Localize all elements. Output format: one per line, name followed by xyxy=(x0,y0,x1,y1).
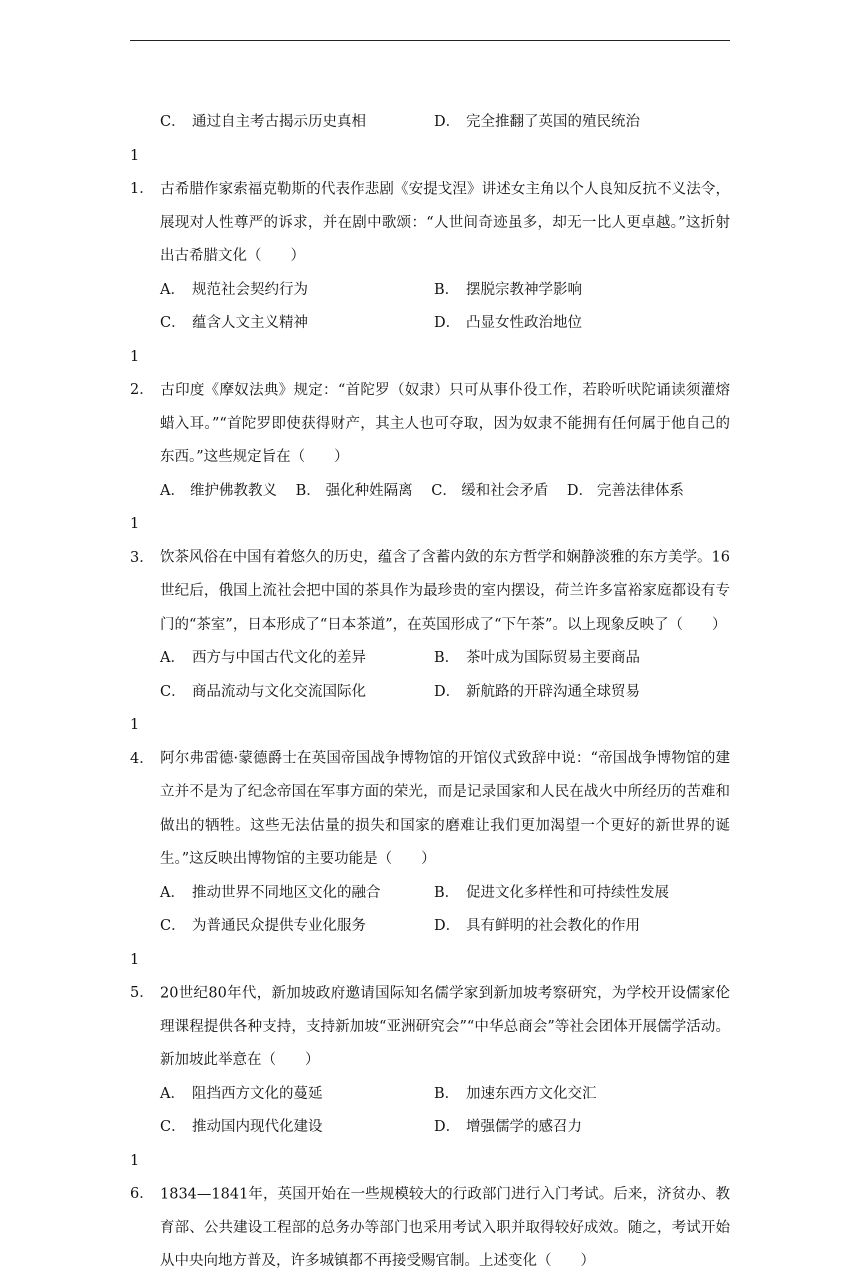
question-options xyxy=(130,877,730,944)
option-d: D． 增强儒学的感召力 xyxy=(434,1119,582,1135)
question-options xyxy=(130,642,730,709)
question-15 xyxy=(130,944,730,1145)
option-b: B． 茶叶成为国际贸易主要商品 xyxy=(434,650,640,666)
option-c: C． 缓和社会矛盾 xyxy=(431,482,549,499)
option-b: B． 促进文化多样性和可持续性发展 xyxy=(434,884,669,901)
option-a: A． 西方与中国古代文化的差异 xyxy=(160,650,366,666)
option-c: C． 商品流动与文化交流国际化 xyxy=(160,683,366,700)
option-b: B． 摆脱宗教神学影响 xyxy=(434,281,582,298)
q10-options xyxy=(130,106,730,140)
option-a: A． 推动世界不同地区文化的融合 xyxy=(160,884,381,901)
option-b: B． 加速东西方文化交汇 xyxy=(434,1085,597,1102)
question-16 xyxy=(130,1145,730,1279)
option-d: D． 具有鲜明的社会教化的作用 xyxy=(434,918,640,934)
header-rule xyxy=(130,40,730,41)
option-a: A． 阻挡西方文化的蔓延 xyxy=(160,1085,323,1102)
question-stem: 11． 古希腊作家索福克勒斯的代表作悲剧《安提戈涅》讲述女主角以个人良知反抗不义法令，展现对人性尊严的诉求，并在剧中歌颂：“人世间奇迹虽多，却无一比人更卓越。”这折射出古希腊文化（ ） xyxy=(130,147,730,264)
question-12 xyxy=(130,341,730,509)
option-c: C． 通过自主考古揭示历史真相 xyxy=(160,114,366,130)
option-a: A． 维护佛教教义 xyxy=(160,482,277,499)
exam-page xyxy=(130,106,730,1279)
option-b: B． 强化种姓隔离 xyxy=(295,482,413,499)
question-options xyxy=(130,1078,730,1145)
question-13 xyxy=(130,508,730,709)
option-d: D． 完善法律体系 xyxy=(566,482,684,499)
option-d: D． 完全推翻了英国的殖民统治 xyxy=(434,114,640,130)
question-stem: 15． 20世纪80年代，新加坡政府邀请国际知名儒学家到新加坡考察研究，为学校开设儒家伦理课程提供各种支持，支持新加坡“亚洲研究会”“中华总商会”等社会团体开展儒学活动。新加坡此举意在（ ） xyxy=(130,951,730,1068)
option-d: D． 凸显女性政治地位 xyxy=(434,315,582,331)
question-stem: 12． 古印度《摩奴法典》规定：“首陀罗（奴隶）只可从事仆役工作，若聆听吠陀诵读须灌熔蜡入耳。”“首陀罗即使获得财产，其主人也可夺取，因为奴隶不能拥有任何属于他自己的东西。”这些规定旨在（ ） xyxy=(130,348,730,465)
option-a: A． 规范社会契约行为 xyxy=(160,281,308,298)
question-11 xyxy=(130,140,730,341)
option-c: C． 蕴含人文主义精神 xyxy=(160,315,308,331)
option-c: C． 推动国内现代化建设 xyxy=(160,1119,323,1135)
option-d: D． 新航路的开辟沟通全球贸易 xyxy=(434,683,640,700)
question-options xyxy=(130,475,730,509)
question-stem: 14． 阿尔弗雷德·蒙德爵士在英国帝国战争博物馆的开馆仪式致辞中说：“帝国战争博物馆的建立并不是为了纪念帝国在军事方面的荣光，而是记录国家和人民在战火中所经历的苦难和做出的牺牲。这些无法估量的损失和国家的磨难让我们更加渴望一个更好的新世界的诞生。”这反映出博物馆的主要功能是（ ） xyxy=(130,717,730,867)
question-stem: 16． 1834—1841年，英国开始在一些规模较大的行政部门进行入门考试。后来，济贫办、教育部、公共建设工程部的总务办等部门也采用考试入职并取得较好成效。随之，考试开始从中央向地方普及，许多城镇都不再接受赐官制。上述变化（ ） xyxy=(130,1152,730,1269)
question-options xyxy=(130,274,730,341)
question-14 xyxy=(130,709,730,944)
question-stem: 13． 饮茶风俗在中国有着悠久的历史，蕴含了含蓄内敛的东方哲学和娴静淡雅的东方美学。16世纪后，俄国上流社会把中国的茶具作为最珍贵的室内摆设，荷兰许多富裕家庭都设有专门的“茶室”，日本形成了“日本茶道”，在英国形成了“下午茶”。以上现象反映了（ ） xyxy=(130,516,730,633)
option-c: C． 为普通民众提供专业化服务 xyxy=(160,918,366,934)
